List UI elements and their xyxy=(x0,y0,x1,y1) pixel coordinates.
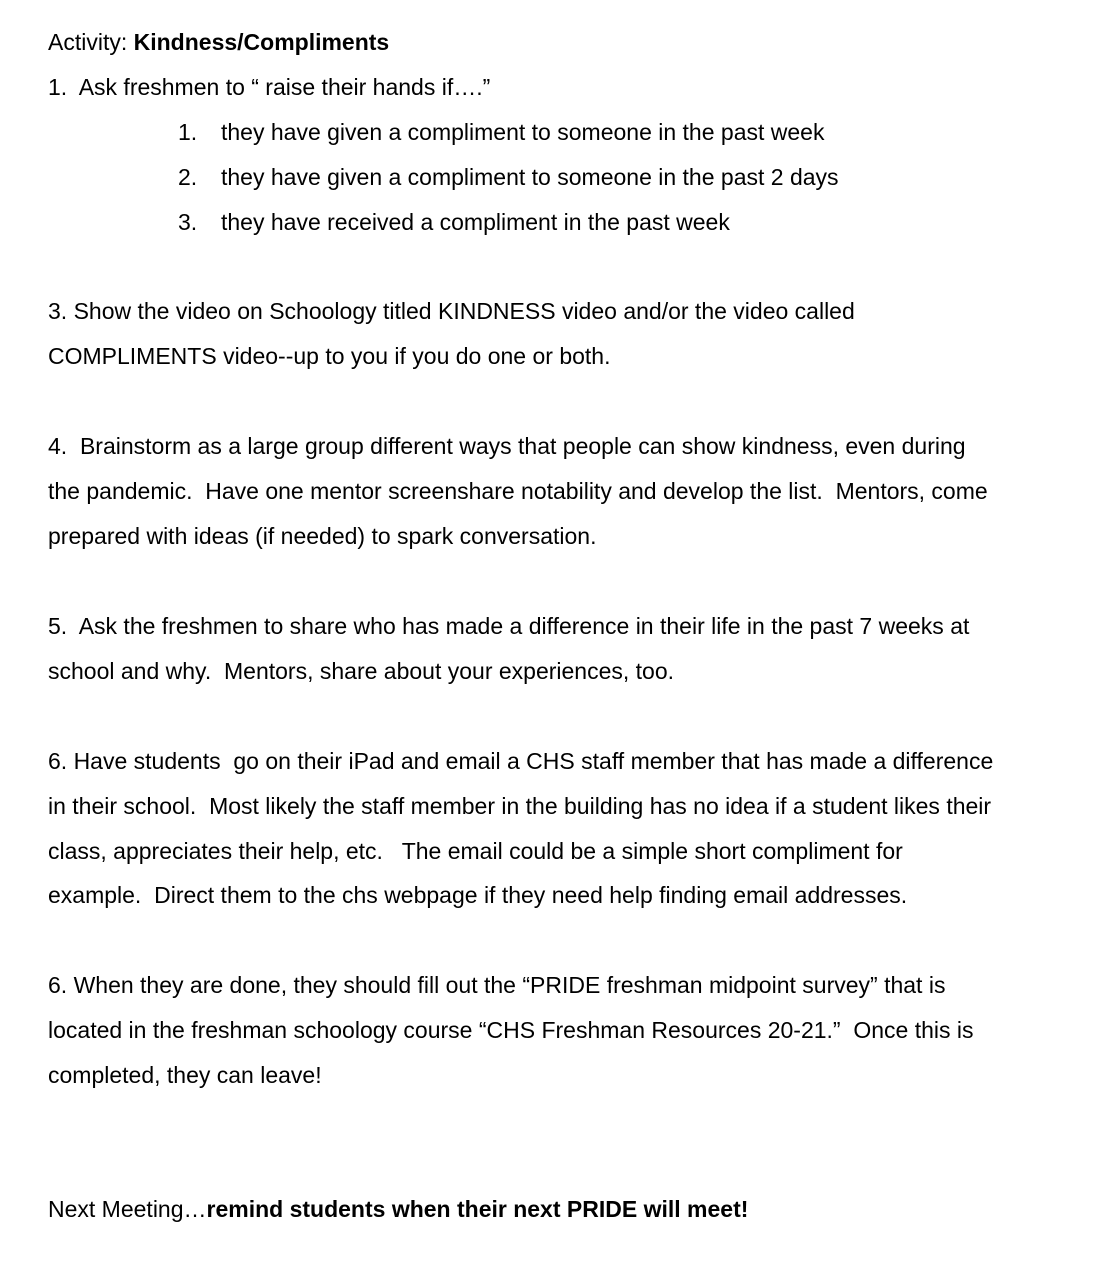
next-meeting-reminder: remind students when their next PRIDE will meet! xyxy=(206,1196,749,1222)
item-6a-line-1: 6. Have students go on their iPad and email a CHS staff member that has made a difference xyxy=(48,748,994,774)
item-6a-line-2: in their school. Most likely the staff member in the building has no idea if a student likes their xyxy=(48,793,992,819)
item-5-line-1: 5. Ask the freshmen to share who has made a difference in their life in the past 7 weeks at xyxy=(48,613,970,639)
item-4-line-2: the pandemic. Have one mentor screenshare notability and develop the list. Mentors, come xyxy=(48,478,988,504)
item-4-line-3: prepared with ideas (if needed) to spark conversation. xyxy=(48,523,597,549)
subitem-3-number: 3. xyxy=(178,209,198,235)
item-6b-line-3: completed, they can leave! xyxy=(48,1062,322,1088)
activity-title: Kindness/Compliments xyxy=(133,29,390,55)
subitem-2-text: they have given a compliment to someone in the past 2 days xyxy=(221,164,839,190)
item-6b-line-1: 6. When they are done, they should fill out the “PRIDE freshman midpoint survey” that is xyxy=(48,972,946,998)
subitem-1-number: 1. xyxy=(178,119,198,145)
subitem-2-number: 2. xyxy=(178,164,198,190)
activity-heading xyxy=(48,27,389,57)
subitem-3-text: they have received a compliment in the past week xyxy=(221,209,730,235)
item-4-line-1: 4. Brainstorm as a large group different ways that people can show kindness, even during xyxy=(48,433,966,459)
next-meeting-line xyxy=(48,1194,748,1224)
item-6a-line-4: example. Direct them to the chs webpage if they need help finding email addresses. xyxy=(48,882,908,908)
item-6b-line-2: located in the freshman schoology course “CHS Freshman Resources 20-21.” Once this is xyxy=(48,1017,974,1043)
item-5-line-2: school and why. Mentors, share about your experiences, too. xyxy=(48,658,675,684)
item-6a-line-3: class, appreciates their help, etc. The email could be a simple short compliment for xyxy=(48,838,903,864)
item-1-text: 1. Ask freshmen to “ raise their hands if….” xyxy=(48,74,491,100)
item-3-line-2: COMPLIMENTS video--up to you if you do one or both. xyxy=(48,343,611,369)
next-meeting-prefix: Next Meeting… xyxy=(48,1196,207,1222)
subitem-1-text: they have given a compliment to someone in the past week xyxy=(221,119,825,145)
activity-prefix: Activity: xyxy=(48,29,134,55)
item-3-line-1: 3. Show the video on Schoology titled KINDNESS video and/or the video called xyxy=(48,298,855,324)
